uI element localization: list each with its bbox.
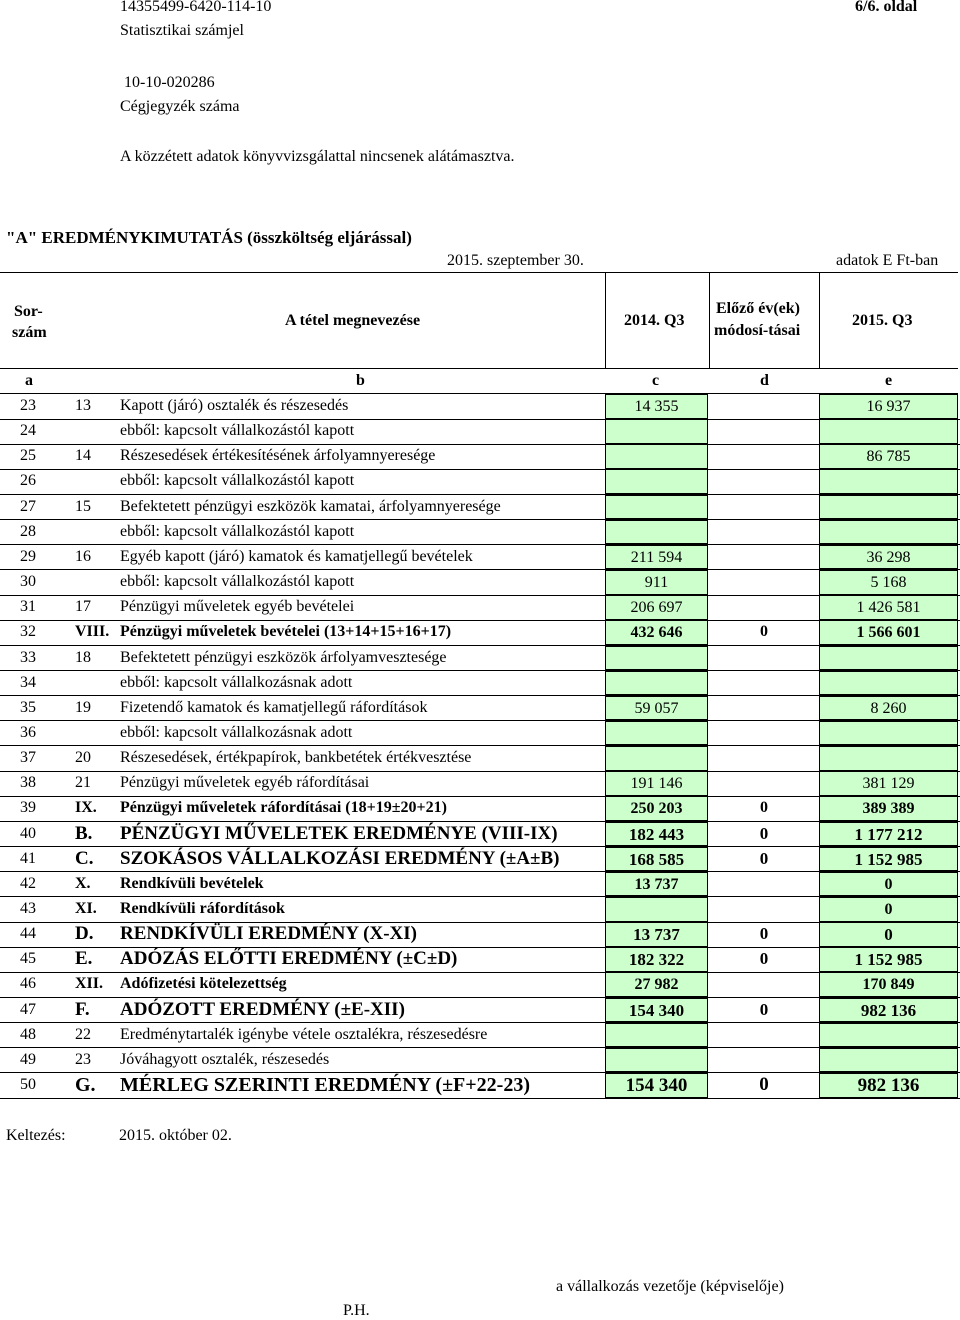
- table-row: [0, 419, 960, 445]
- col-letter-b: b: [356, 372, 365, 389]
- value-prior-adjustments: [709, 1048, 819, 1073]
- col-name-header: A tétel megnevezése: [285, 312, 421, 329]
- value-prior-adjustments: [709, 394, 819, 419]
- value-2015-q3: [819, 495, 958, 520]
- value-prior-adjustments: 0: [759, 949, 769, 969]
- table-row: [0, 897, 960, 923]
- table-row: [0, 746, 960, 772]
- value-prior-adjustments: [709, 419, 819, 444]
- value-2014-q3: 191 146: [605, 771, 708, 796]
- row-code: [75, 469, 120, 494]
- row-number: 41: [20, 849, 36, 867]
- table-row: [0, 696, 960, 722]
- value-2015-q3: 0: [819, 922, 958, 947]
- value-prior-adjustments: [709, 595, 819, 620]
- value-prior-adjustments: [709, 495, 819, 520]
- header-divider: [819, 272, 820, 368]
- table-row: [0, 671, 960, 697]
- row-label: Részesedések értékesítésének árfolyamnyeresége: [120, 447, 436, 465]
- row-label: Részesedések, értékpapírok, bankbetétek értékvesztése: [120, 749, 472, 767]
- row-number: 23: [20, 397, 36, 414]
- row-label: Egyéb kapott (járó) kamatok és kamatjellegű bevételek: [120, 547, 473, 565]
- value-2015-q3: [819, 721, 958, 746]
- row-code: G.: [75, 1074, 96, 1097]
- row-number: 37: [20, 749, 36, 767]
- row-number: 32: [20, 623, 36, 641]
- value-2014-q3: [605, 1048, 708, 1073]
- col-sorszam-line2: szám: [12, 324, 47, 341]
- row-number: 44: [20, 925, 36, 943]
- row-code: F.: [75, 998, 90, 1020]
- row-number: 28: [20, 522, 36, 540]
- value-2014-q3: 154 340: [605, 998, 708, 1023]
- value-2015-q3: [819, 469, 958, 494]
- col-e-header: 2015. Q3: [852, 312, 913, 329]
- value-prior-adjustments: 0: [759, 823, 769, 843]
- table-row: [0, 620, 960, 646]
- row-number: 43: [20, 900, 36, 917]
- value-prior-adjustments: [709, 872, 819, 897]
- value-2014-q3: [605, 897, 708, 922]
- value-2014-q3: [605, 721, 708, 746]
- row-number: 34: [20, 673, 36, 691]
- row-label: Fizetendő kamatok és kamatjellegű ráfordítások: [120, 698, 428, 716]
- table-row: [0, 998, 960, 1024]
- table-row: [0, 545, 960, 571]
- value-2015-q3: [819, 1048, 958, 1073]
- value-prior-adjustments: [709, 696, 819, 721]
- table-row: [0, 847, 960, 873]
- row-number: 31: [20, 598, 36, 616]
- row-code: [75, 570, 120, 595]
- table-row: [0, 822, 960, 848]
- row-label: ebből: kapcsolt vállalkozástól kapott: [120, 472, 355, 490]
- value-prior-adjustments: 0: [759, 848, 769, 868]
- row-code: 16: [75, 547, 91, 565]
- registration-label: Cégjegyzék száma: [120, 98, 240, 115]
- value-2015-q3: [819, 746, 958, 771]
- header-divider: [709, 272, 710, 368]
- row-code: XI.: [75, 900, 97, 917]
- value-prior-adjustments: 0: [760, 799, 768, 817]
- table-row: [0, 570, 960, 596]
- row-code: [75, 419, 120, 444]
- value-2014-q3: [605, 444, 708, 469]
- value-2015-q3: 8 260: [819, 696, 958, 721]
- row-code: 19: [75, 698, 91, 716]
- table-row: [0, 922, 960, 948]
- value-2015-q3: 381 129: [819, 771, 958, 796]
- col-d-header-line1: Előző év(ek): [716, 300, 800, 317]
- row-code: 20: [75, 749, 91, 767]
- value-2014-q3: 27 982: [605, 972, 708, 997]
- row-number: 40: [20, 824, 36, 842]
- row-number: 35: [20, 698, 36, 716]
- value-2014-q3: [605, 419, 708, 444]
- value-2014-q3: 182 322: [605, 947, 708, 972]
- audit-note: A közzétett adatok könyvvizsgálattal nincsenek alátámasztva.: [120, 148, 515, 165]
- row-code: VIII.: [75, 623, 110, 641]
- col-sorszam-line1: Sor-: [14, 303, 43, 320]
- header-bottom-line: [0, 368, 958, 369]
- table-row: [0, 520, 960, 546]
- value-2014-q3: 14 355: [605, 394, 708, 419]
- row-label: ADÓZOTT EREDMÉNY (±E-XII): [120, 998, 405, 1020]
- table-row: [0, 1048, 960, 1074]
- value-prior-adjustments: 0: [759, 999, 769, 1019]
- value-2014-q3: 182 443: [605, 822, 708, 847]
- value-2014-q3: [605, 495, 708, 520]
- table-row: [0, 972, 960, 998]
- header-top-line: [0, 272, 958, 273]
- value-2015-q3: [819, 646, 958, 671]
- row-number: 29: [20, 547, 36, 565]
- value-2015-q3: [819, 1023, 958, 1048]
- value-2014-q3: 206 697: [605, 595, 708, 620]
- row-label: Pénzügyi műveletek egyéb bevételei: [120, 598, 355, 616]
- table-row: [0, 1023, 960, 1049]
- value-2014-q3: 154 340: [605, 1073, 708, 1098]
- value-2015-q3: 0: [819, 897, 958, 922]
- row-code: E.: [75, 948, 93, 970]
- value-2015-q3: [819, 419, 958, 444]
- row-number: 39: [20, 799, 36, 817]
- value-prior-adjustments: [709, 746, 819, 771]
- value-prior-adjustments: 0: [759, 924, 769, 944]
- value-prior-adjustments: [709, 469, 819, 494]
- registration-number: 10-10-020286: [124, 74, 215, 91]
- row-code: 18: [75, 648, 91, 666]
- value-prior-adjustments: [709, 721, 819, 746]
- row-code: B.: [75, 822, 93, 844]
- row-label: Befektetett pénzügyi eszközök kamatai, árfolyamnyeresége: [120, 497, 501, 515]
- table-row: [0, 947, 960, 973]
- row-number: 38: [20, 774, 36, 792]
- row-number: 50: [20, 1076, 36, 1094]
- value-2014-q3: [605, 520, 708, 545]
- table-row: [0, 595, 960, 621]
- value-prior-adjustments: [709, 671, 819, 696]
- value-2014-q3: [605, 671, 708, 696]
- date-label: Keltezés:: [6, 1127, 66, 1144]
- value-2015-q3: 16 937: [819, 394, 958, 419]
- value-2015-q3: 1 152 985: [819, 847, 958, 872]
- col-d-header-line2: módosí-tásai: [714, 322, 801, 339]
- value-prior-adjustments: 0: [760, 623, 768, 641]
- row-number: 36: [20, 723, 36, 741]
- unit-note: adatok E Ft-ban: [836, 252, 939, 269]
- value-2014-q3: 59 057: [605, 696, 708, 721]
- row-code: 17: [75, 598, 91, 616]
- value-2014-q3: [605, 746, 708, 771]
- col-letter-c: c: [652, 372, 660, 389]
- value-prior-adjustments: [709, 972, 819, 997]
- stat-id: 14355499-6420-114-10: [120, 0, 272, 15]
- value-2015-q3: 982 136: [819, 1073, 958, 1098]
- row-code: 14: [75, 447, 91, 465]
- row-code: [75, 520, 120, 545]
- row-label: Eredménytartalék igénybe vétele osztalékra, részesedésre: [120, 1025, 488, 1043]
- value-2015-q3: 170 849: [819, 972, 958, 997]
- row-label: Pénzügyi műveletek bevételei (13+14+15+16+17): [120, 623, 452, 641]
- value-2014-q3: 168 585: [605, 847, 708, 872]
- row-number: 45: [20, 950, 36, 968]
- value-2015-q3: 86 785: [819, 444, 958, 469]
- col-c-header: 2014. Q3: [624, 312, 685, 329]
- value-prior-adjustments: [709, 1023, 819, 1048]
- table-row: [0, 1073, 960, 1099]
- row-number: 49: [20, 1050, 36, 1068]
- row-code: 22: [75, 1025, 91, 1043]
- row-label: Rendkívüli bevételek: [120, 874, 264, 892]
- row-code: 21: [75, 774, 91, 792]
- row-number: 33: [20, 648, 36, 666]
- row-label: Adófizetési kötelezettség: [120, 975, 287, 993]
- col-letter-e: e: [885, 372, 893, 389]
- row-label: Pénzügyi műveletek ráfordításai (18+19±20+21): [120, 799, 447, 817]
- value-2014-q3: 432 646: [605, 620, 708, 645]
- table-row: [0, 646, 960, 672]
- report-date: 2015. szeptember 30.: [447, 252, 584, 269]
- row-code: 23: [75, 1050, 91, 1068]
- row-label: Jóváhagyott osztalék, részesedés: [120, 1050, 330, 1068]
- table-row: [0, 721, 960, 747]
- value-2015-q3: 1 177 212: [819, 822, 958, 847]
- value-2015-q3: 982 136: [819, 998, 958, 1023]
- row-label: ebből: kapcsolt vállalkozásnak adott: [120, 723, 353, 741]
- value-2014-q3: 911: [605, 570, 708, 595]
- row-label: ebből: kapcsolt vállalkozástól kapott: [120, 522, 355, 540]
- value-prior-adjustments: [709, 771, 819, 796]
- value-2015-q3: [819, 671, 958, 696]
- row-label: Befektetett pénzügyi eszközök árfolyamvesztesége: [120, 648, 447, 666]
- row-code: D.: [75, 923, 94, 945]
- row-label: ebből: kapcsolt vállalkozástól kapott: [120, 573, 355, 591]
- value-prior-adjustments: [709, 646, 819, 671]
- row-number: 25: [20, 447, 36, 465]
- value-prior-adjustments: [709, 545, 819, 570]
- row-code: 13: [75, 397, 91, 414]
- row-number: 47: [20, 1000, 36, 1018]
- row-code: [75, 671, 120, 696]
- ph-label: P.H.: [343, 1302, 370, 1319]
- value-2014-q3: 13 737: [605, 922, 708, 947]
- table-row: [0, 444, 960, 470]
- value-2014-q3: 211 594: [605, 545, 708, 570]
- row-label: ebből: kapcsolt vállalkozástól kapott: [120, 422, 355, 440]
- row-code: [75, 721, 120, 746]
- row-code: XII.: [75, 975, 104, 993]
- row-number: 46: [20, 975, 36, 993]
- row-label: MÉRLEG SZERINTI EREDMÉNY (±F+22-23): [120, 1074, 530, 1097]
- value-prior-adjustments: [709, 520, 819, 545]
- table-row: [0, 394, 960, 420]
- table-row: [0, 796, 960, 822]
- row-label: Pénzügyi műveletek egyéb ráfordításai: [120, 774, 370, 792]
- header-divider: [605, 272, 606, 368]
- row-label: ebből: kapcsolt vállalkozásnak adott: [120, 673, 353, 691]
- row-number: 26: [20, 472, 36, 490]
- value-2014-q3: [605, 1023, 708, 1048]
- report-title: "A" EREDMÉNYKIMUTATÁS (összköltség eljárással): [6, 228, 412, 247]
- value-2014-q3: 13 737: [605, 872, 708, 897]
- value-prior-adjustments: [709, 897, 819, 922]
- stat-label: Statisztikai számjel: [120, 22, 244, 39]
- value-2015-q3: 0: [819, 872, 958, 897]
- col-letter-d: d: [760, 372, 769, 389]
- value-2015-q3: 1 152 985: [819, 947, 958, 972]
- value-2015-q3: 1 426 581: [819, 595, 958, 620]
- row-label: Kapott (járó) osztalék és részesedés: [120, 397, 349, 414]
- value-2014-q3: 250 203: [605, 796, 708, 821]
- row-label: PÉNZÜGYI MŰVELETEK EREDMÉNYE (VIII-IX): [120, 822, 558, 844]
- value-2015-q3: 5 168: [819, 570, 958, 595]
- table-row: [0, 469, 960, 495]
- value-2015-q3: 1 566 601: [819, 620, 958, 645]
- value-2015-q3: 36 298: [819, 545, 958, 570]
- row-code: 15: [75, 497, 91, 515]
- table-row: [0, 771, 960, 797]
- row-number: 48: [20, 1025, 36, 1043]
- table-row: [0, 495, 960, 521]
- row-label: ADÓZÁS ELŐTTI EREDMÉNY (±C±D): [120, 948, 458, 970]
- value-2014-q3: [605, 469, 708, 494]
- row-code: IX.: [75, 799, 97, 817]
- row-label: Rendkívüli ráfordítások: [120, 900, 285, 917]
- signature-date: 2015. október 02.: [119, 1127, 232, 1144]
- row-label: SZOKÁSOS VÁLLALKOZÁSI EREDMÉNY (±A±B): [120, 847, 560, 869]
- row-label: RENDKÍVÜLI EREDMÉNY (X-XI): [120, 923, 417, 945]
- page-number: 6/6. oldal: [855, 0, 918, 15]
- value-prior-adjustments: [709, 444, 819, 469]
- col-letter-a: a: [25, 372, 33, 389]
- value-2015-q3: 389 389: [819, 796, 958, 821]
- value-prior-adjustments: [709, 570, 819, 595]
- table-row: [0, 872, 960, 898]
- value-2014-q3: [605, 646, 708, 671]
- row-code: C.: [75, 847, 94, 869]
- value-2015-q3: [819, 520, 958, 545]
- signer-label: a vállalkozás vezetője (képviselője): [556, 1278, 784, 1295]
- row-number: 42: [20, 874, 36, 892]
- value-prior-adjustments: 0: [759, 1074, 769, 1096]
- row-code: X.: [75, 874, 91, 892]
- row-number: 24: [20, 422, 36, 440]
- row-number: 30: [20, 573, 36, 591]
- row-number: 27: [20, 497, 36, 515]
